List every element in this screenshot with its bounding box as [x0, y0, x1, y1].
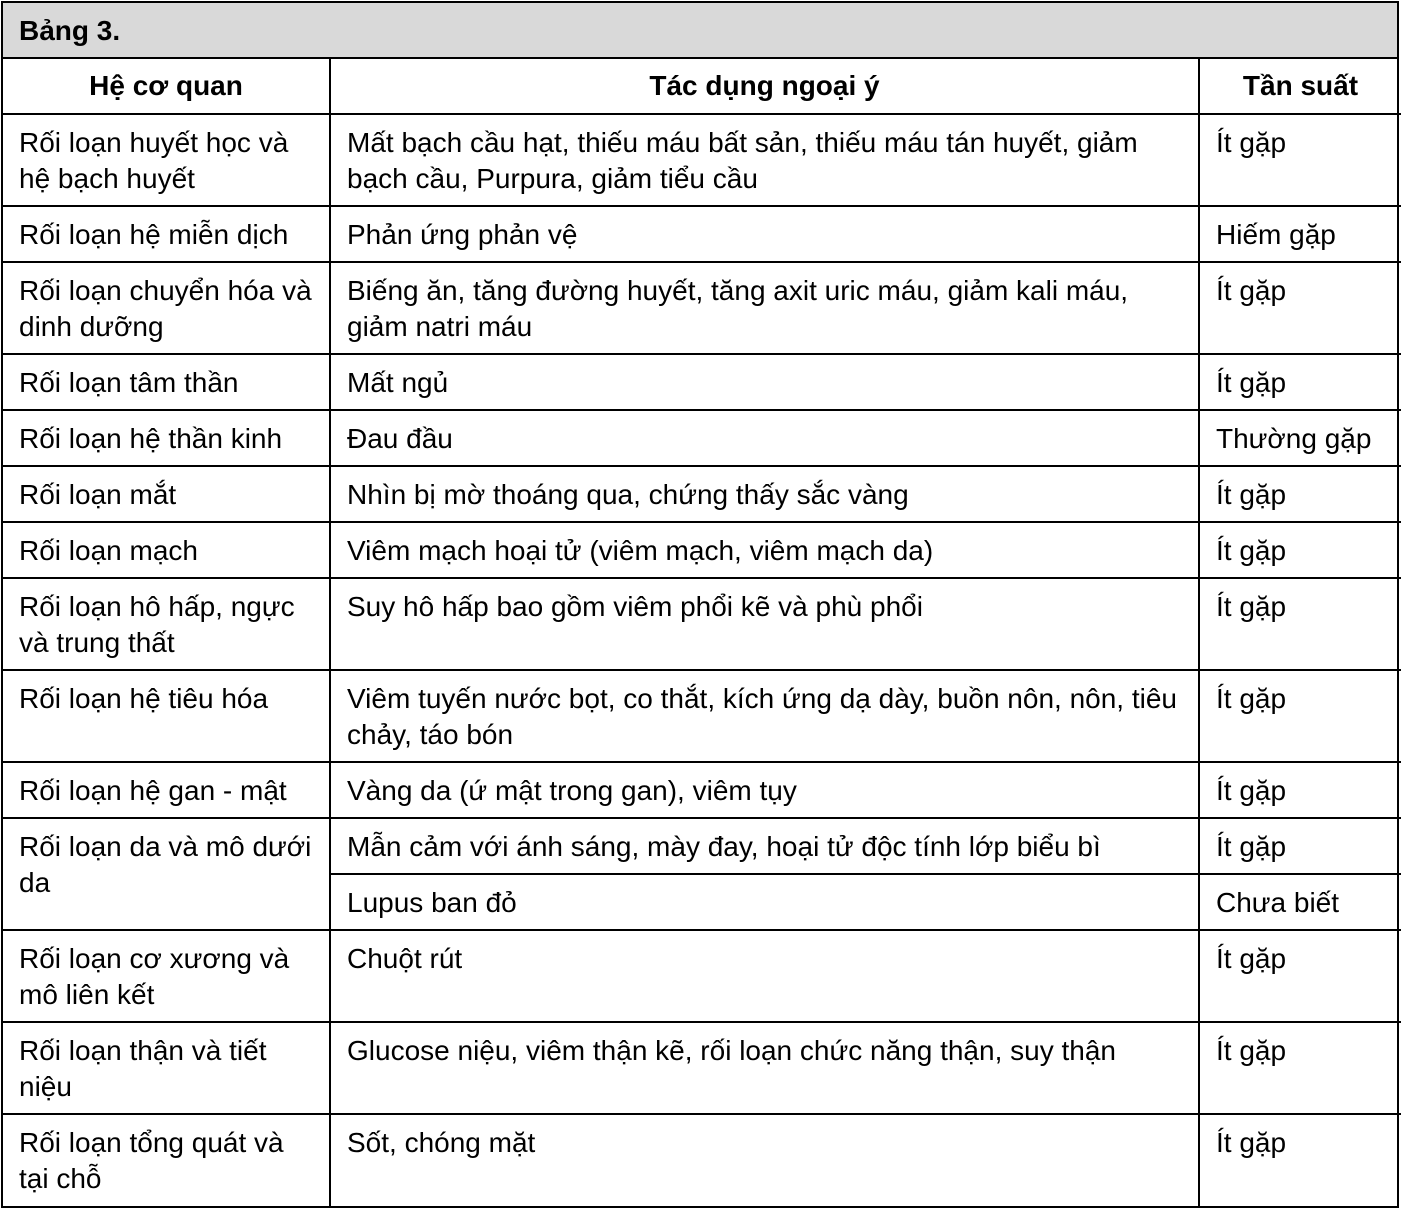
organ-cell: Rối loạn mắt — [3, 466, 330, 522]
table-row — [3, 930, 1401, 1022]
table-row — [3, 1022, 1401, 1114]
frequency-cell: Ít gặp — [1199, 818, 1401, 874]
organ-cell: Rối loạn thận và tiết niệu — [3, 1022, 330, 1114]
header-organ-system: Hệ cơ quan — [3, 59, 330, 114]
effect-cell: Phản ứng phản vệ — [330, 206, 1199, 262]
effect-cell: Lupus ban đỏ — [330, 874, 1199, 930]
header-frequency: Tần suất — [1199, 59, 1401, 114]
organ-cell: Rối loạn mạch — [3, 522, 330, 578]
effect-cell: Viêm tuyến nước bọt, co thắt, kích ứng dạ dày, buồn nôn, nôn, tiêu chảy, táo bón — [330, 670, 1199, 762]
table-row — [3, 262, 1401, 354]
table-row — [3, 466, 1401, 522]
adverse-effects-table — [3, 59, 1401, 1206]
frequency-cell: Ít gặp — [1199, 354, 1401, 410]
table-caption: Bảng 3. — [3, 3, 1397, 59]
frequency-cell: Ít gặp — [1199, 114, 1401, 206]
organ-cell: Rối loạn huyết học và hệ bạch huyết — [3, 114, 330, 206]
organ-cell: Rối loạn tổng quát và tại chỗ — [3, 1114, 330, 1206]
table-row — [3, 1114, 1401, 1206]
effect-cell: Chuột rút — [330, 930, 1199, 1022]
header-adverse-effect: Tác dụng ngoại ý — [330, 59, 1199, 114]
organ-cell: Rối loạn cơ xương và mô liên kết — [3, 930, 330, 1022]
frequency-cell: Ít gặp — [1199, 466, 1401, 522]
table-row — [3, 522, 1401, 578]
organ-cell: Rối loạn hệ tiêu hóa — [3, 670, 330, 762]
frequency-cell: Ít gặp — [1199, 522, 1401, 578]
effect-cell: Sốt, chóng mặt — [330, 1114, 1199, 1206]
organ-cell: Rối loạn hô hấp, ngực và trung thất — [3, 578, 330, 670]
frequency-cell: Ít gặp — [1199, 1114, 1401, 1206]
header-row — [3, 59, 1401, 114]
frequency-cell: Chưa biết — [1199, 874, 1401, 930]
organ-cell: Rối loạn hệ gan - mật — [3, 762, 330, 818]
table-row — [3, 410, 1401, 466]
effect-cell: Mất ngủ — [330, 354, 1199, 410]
effect-cell: Đau đầu — [330, 410, 1199, 466]
frequency-cell: Ít gặp — [1199, 578, 1401, 670]
frequency-cell: Thường gặp — [1199, 410, 1401, 466]
table-row — [3, 818, 1401, 874]
organ-cell: Rối loạn hệ miễn dịch — [3, 206, 330, 262]
frequency-cell: Ít gặp — [1199, 930, 1401, 1022]
organ-cell: Rối loạn da và mô dưới da — [3, 818, 330, 930]
effect-cell: Nhìn bị mờ thoáng qua, chứng thấy sắc vàng — [330, 466, 1199, 522]
effect-cell: Mẫn cảm với ánh sáng, mày đay, hoại tử độc tính lớp biểu bì — [330, 818, 1199, 874]
adverse-effects-table-frame — [1, 1, 1399, 1208]
table-row — [3, 114, 1401, 206]
effect-cell: Viêm mạch hoại tử (viêm mạch, viêm mạch da) — [330, 522, 1199, 578]
effect-cell: Suy hô hấp bao gồm viêm phổi kẽ và phù phổi — [330, 578, 1199, 670]
frequency-cell: Hiếm gặp — [1199, 206, 1401, 262]
frequency-cell: Ít gặp — [1199, 670, 1401, 762]
effect-cell: Glucose niệu, viêm thận kẽ, rối loạn chức năng thận, suy thận — [330, 1022, 1199, 1114]
frequency-cell: Ít gặp — [1199, 262, 1401, 354]
effect-cell: Vàng da (ứ mật trong gan), viêm tụy — [330, 762, 1199, 818]
frequency-cell: Ít gặp — [1199, 1022, 1401, 1114]
table-row — [3, 206, 1401, 262]
table-row — [3, 762, 1401, 818]
organ-cell: Rối loạn tâm thần — [3, 354, 330, 410]
table-row — [3, 670, 1401, 762]
table-row — [3, 578, 1401, 670]
effect-cell: Mất bạch cầu hạt, thiếu máu bất sản, thiếu máu tán huyết, giảm bạch cầu, Purpura, giảm tiểu cầu — [330, 114, 1199, 206]
table-row — [3, 354, 1401, 410]
organ-cell: Rối loạn chuyển hóa và dinh dưỡng — [3, 262, 330, 354]
effect-cell: Biếng ăn, tăng đường huyết, tăng axit uric máu, giảm kali máu, giảm natri máu — [330, 262, 1199, 354]
organ-cell: Rối loạn hệ thần kinh — [3, 410, 330, 466]
frequency-cell: Ít gặp — [1199, 762, 1401, 818]
